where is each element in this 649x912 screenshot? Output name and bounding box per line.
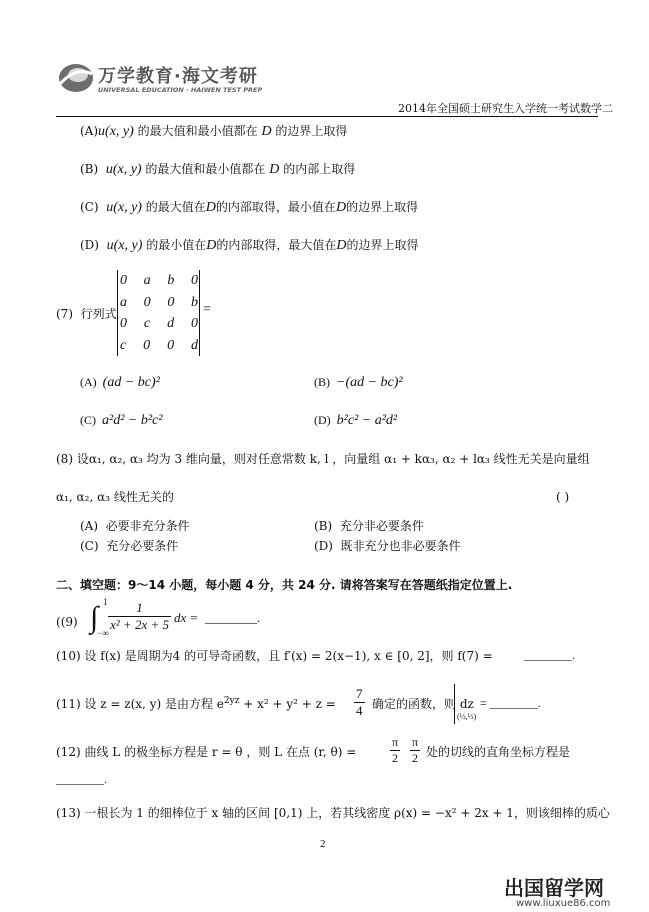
q11-fraction: $\frac{7}{4}$	[356, 686, 363, 718]
q10-line: (10) 设 f(x) 是周期为4 的可导奇函数，且 f′(x) = 2(x−1), x ∈ [0, 2]，则 f(7) =	[56, 649, 493, 663]
q11-tail: 确定的函数，则 dz	[372, 697, 474, 711]
q8-option-b: (B) 充分非必要条件	[314, 519, 424, 533]
header	[0, 0, 649, 120]
q11-line: (11) 设 z = z(x, y) 是由方程 $e^{2yz} + x^2 + y^2 + z$ =	[56, 696, 336, 711]
q6-option-a: (A)u(x, y) 的最大值和最小值都在 D 的边界上取得	[80, 124, 348, 139]
q9-dx: dx =	[174, 610, 199, 625]
logo-icon	[56, 60, 96, 96]
q6-option-c: (C) u(x, y) 的最大值在D的内部取得，最小值在D的边界上取得	[80, 200, 419, 215]
q12-tail: 处的切线的直角坐标方程是	[426, 745, 571, 759]
q8-option-d: (D) 既非充分也非必要条件	[314, 539, 461, 553]
q6-option-b: (B) u(x, y) 的最大值和最小值都在 D 的内部上取得	[80, 162, 356, 177]
determinant-right-bar	[199, 270, 200, 356]
logo-title: 万学教育·海文考研	[98, 66, 258, 87]
section-heading: 二、填空题：9～14 小题，每小题 4 分，共 24 分. 请将答案写在答题纸指定位置上.	[56, 578, 513, 592]
q7-option-d: (D) b²c² − a²d²	[314, 413, 398, 428]
q11-eval-bar	[454, 684, 455, 724]
q8-answer-paren: ( )	[556, 490, 570, 504]
q7-option-b: (B) −(ad − bc)²	[314, 375, 403, 390]
determinant-left-bar	[117, 270, 118, 356]
q8-line2: α₁, α₂, α₃ 线性无关的	[56, 490, 174, 504]
q11-eval-point: (½,½)	[457, 712, 477, 721]
integral-upper-limit: 1	[103, 597, 108, 607]
q10-blank: ________.	[524, 648, 575, 662]
watermark-logo: 出国留学网	[504, 876, 604, 900]
determinant-equals: =	[203, 302, 211, 317]
q8-option-a: (A) 必要非充分条件	[80, 519, 190, 533]
q7-option-a: (A) (ad − bc)²	[80, 375, 160, 390]
q6-option-d: (D) u(x, y) 的最小值在D的内部取得，最大值在D的边界上取得	[80, 238, 419, 253]
q11-blank: = ________.	[480, 696, 541, 710]
q12-point-fraction-2: $\frac{\pi}{2}$	[412, 735, 419, 765]
q7-option-c: (C) a²d² − b²c²	[80, 413, 163, 428]
determinant-matrix: 0 a b 0 a 0 0 b 0 c d 0 c 0 0 d	[120, 273, 198, 353]
q7-stem: (7) 行列式	[56, 307, 117, 321]
q9-blank: ________.	[205, 610, 261, 625]
logo-subtitle: UNIVERSAL EDUCATION · HAIWEN TEST PREP	[98, 86, 263, 94]
integral-lower-limit: −∞	[97, 628, 109, 638]
q8-option-c: (C) 充分必要条件	[80, 539, 179, 553]
q13-line: (13) 一根长为 1 的细棒位于 x 轴的区间 [0,1) 上，若其线密度 ρ(x) = −x² + 2x + 1，则该细棒的质心	[56, 806, 610, 820]
q8-line1: (8) 设α₁, α₂, α₃ 均为 3 维向量，则对任意常数 k, l ，向量组 α₁ + kα₃, α₂ + lα₃ 线性无关是向量组	[56, 452, 590, 466]
exam-title: 2014年全国硕士研究生入学统一考试数学二	[398, 102, 613, 115]
q12-blank: ________.	[56, 772, 107, 786]
q9-number: ((9)	[56, 615, 78, 629]
watermark-url: www.liuxue86.com	[516, 898, 611, 909]
header-rule	[56, 116, 598, 117]
q9-fraction: $\frac{1}{\text{x² + 2x + 5}}$	[110, 600, 169, 632]
integral-sign: ∫	[90, 601, 99, 634]
q12-line: (12) 曲线 L 的极坐标方程是 r = θ ，则 L 在点 (r, θ) =	[56, 745, 357, 759]
q12-point-fraction-1: $\frac{\pi}{2}$	[392, 735, 399, 765]
page-number: 2	[320, 838, 326, 850]
